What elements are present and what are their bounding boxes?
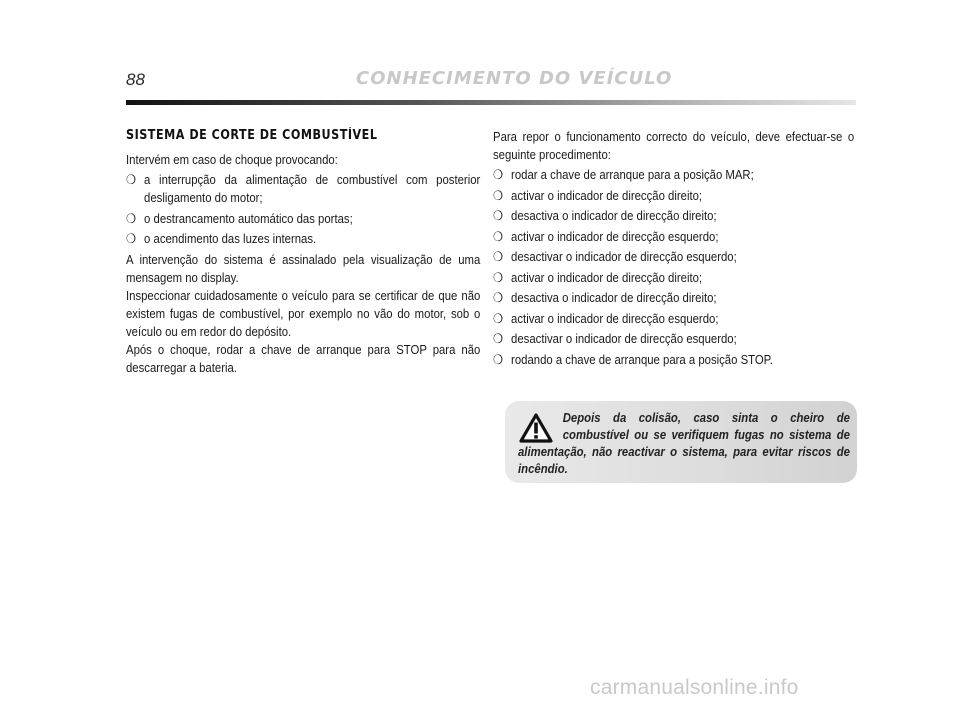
page-header xyxy=(126,66,856,106)
running-title: CONHECIMENTO DO VEÍCULO xyxy=(356,68,673,89)
bullet-circle-icon: ❍ xyxy=(493,331,504,346)
list-item: ❍ o destrancamento automático das portas; xyxy=(126,210,353,226)
bullet-circle-icon: ❍ xyxy=(493,187,504,203)
warning-box xyxy=(505,401,857,483)
right-intro: Para repor o funcionamento correcto do veículo, deve efectuar-se o seguinte procedimento: xyxy=(493,129,855,162)
warning-text: Depois da colisão, caso sinta o cheiro de combustível ou se verifiquem fugas no sistema de alimentação, não reactivar o sistema, para evitar riscos de incêndio. xyxy=(518,410,850,476)
bullet-circle-icon: ❍ xyxy=(126,172,137,187)
bullet-circle-icon: ❍ xyxy=(493,249,504,264)
list-item: ❍ activar o indicador de direcção esquerdo; xyxy=(493,310,719,326)
bullet-circle-icon: ❍ xyxy=(493,167,504,182)
left-column xyxy=(126,128,480,377)
bullet-circle-icon: ❍ xyxy=(493,228,504,244)
left-intro: Intervém em caso de choque provocando: xyxy=(126,152,338,167)
bullet-circle-icon: ❍ xyxy=(493,269,504,285)
list-item: ❍ rodando a chave de arranque para a posição STOP. xyxy=(493,351,773,367)
bullet-circle-icon: ❍ xyxy=(126,210,137,226)
page-number: 88 xyxy=(126,70,145,89)
list-item: ❍ activar o indicador de direcção direito; xyxy=(493,187,703,203)
left-paragraph: A intervenção do sistema é assinalado pela visualização de uma mensagem no display. xyxy=(126,251,481,285)
list-item: ❍ rodar a chave de arranque para a posição MAR; xyxy=(493,167,754,182)
header-rule xyxy=(126,100,856,105)
bullet-circle-icon: ❍ xyxy=(126,231,137,246)
section-heading: SISTEMA DE CORTE DE COMBUSTÍVEL xyxy=(126,128,378,143)
bullet-circle-icon: ❍ xyxy=(493,208,504,223)
list-item: ❍ activar o indicador de direcção direito; xyxy=(493,269,703,285)
list-item: ❍ a interrupção da alimentação de combustível com posterior desligamento do motor; xyxy=(126,172,481,205)
bullet-circle-icon: ❍ xyxy=(493,290,504,305)
list-item: ❍ o acendimento das luzes internas. xyxy=(126,231,317,246)
list-item: ❍ desactiva o indicador de direcção direito; xyxy=(493,208,717,223)
left-bullet-list xyxy=(126,171,480,248)
bullet-circle-icon: ❍ xyxy=(493,351,504,367)
left-paragraph: Inspeccionar cuidadosamente o veículo para se certificar de que não existem fugas de combustível, por exemplo no vão do motor, sob o veículo ou em redor do depósito. xyxy=(126,287,481,339)
list-item: ❍ activar o indicador de direcção esquerdo; xyxy=(493,228,719,244)
list-item: ❍ desactiva o indicador de direcção direito; xyxy=(493,290,717,305)
right-column xyxy=(493,128,854,371)
left-paragraph: Após o choque, rodar a chave de arranque para STOP para não descarregar a bateria. xyxy=(126,341,481,375)
watermark: carmanualsonline.info xyxy=(590,676,799,699)
right-bullet-list xyxy=(493,166,854,369)
bullet-circle-icon: ❍ xyxy=(493,310,504,326)
list-item: ❍ desactivar o indicador de direcção esquerdo; xyxy=(493,249,737,264)
list-item: ❍ desactivar o indicador de direcção esquerdo; xyxy=(493,331,737,346)
